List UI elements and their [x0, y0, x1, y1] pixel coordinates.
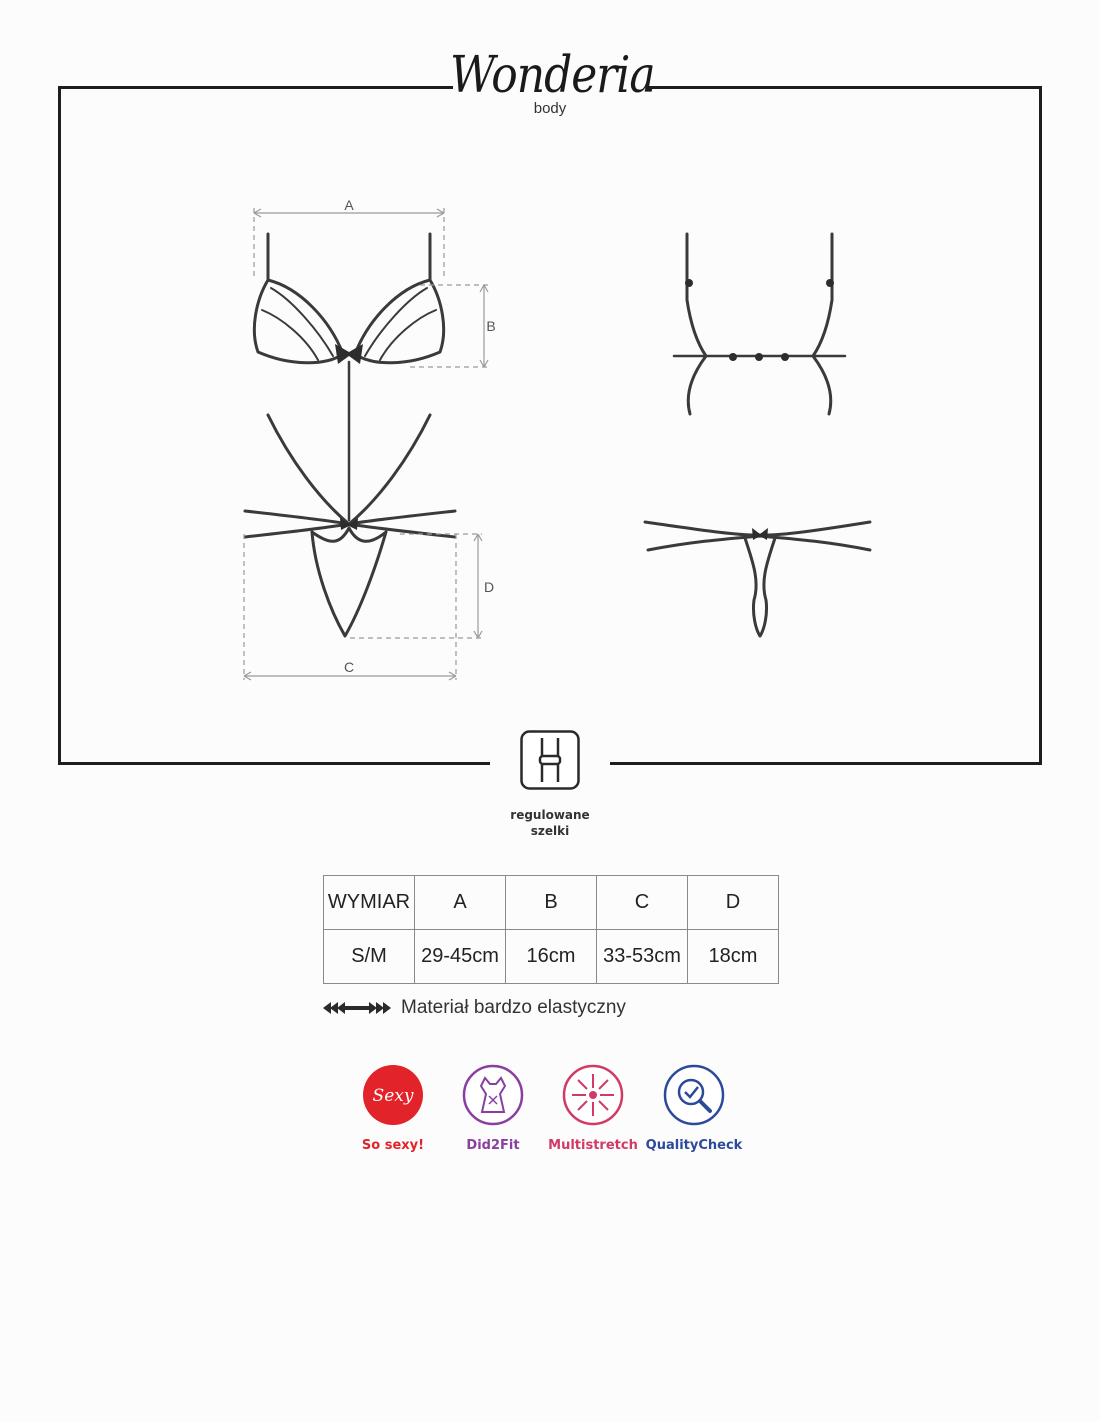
- badge-label: Multistretch: [548, 1138, 638, 1153]
- dimension-label-a: A: [344, 197, 354, 213]
- product-diagram: [0, 0, 1100, 700]
- sexy-icon: [362, 1064, 424, 1126]
- dimension-label-c: C: [343, 659, 355, 675]
- svg-text:Sexy: Sexy: [372, 1086, 414, 1106]
- badge-label: QualityCheck: [645, 1138, 743, 1153]
- stretch-note-text: Materiał bardzo elastyczny: [401, 997, 626, 1018]
- thong-bow-icon: [752, 528, 768, 540]
- badge-multistretch: [543, 1064, 643, 1153]
- frame-bottom-left: [58, 762, 490, 765]
- adjustable-strap-icon: [520, 730, 580, 790]
- table-header-cell: D: [688, 876, 779, 930]
- feature-line-1: regulowane: [510, 808, 590, 822]
- quality-check-icon: [663, 1064, 725, 1126]
- badge-label: Did2Fit: [466, 1138, 520, 1153]
- feature-line-2: szelki: [530, 824, 570, 838]
- table-cell: 29-45cm: [415, 930, 506, 984]
- table-row: [324, 930, 779, 984]
- brand-name: Wonderia: [450, 46, 655, 105]
- badge-did2fit: [443, 1064, 543, 1153]
- table-cell: 33-53cm: [597, 930, 688, 984]
- table-cell: S/M: [324, 930, 415, 984]
- frame-bottom-right: [610, 762, 1042, 765]
- stretch-note: [323, 996, 626, 1020]
- badge-qualitycheck: [644, 1064, 744, 1153]
- dimension-label-b: B: [486, 318, 496, 334]
- table-header-cell: C: [597, 876, 688, 930]
- table-cell: 16cm: [506, 930, 597, 984]
- size-table: [323, 875, 779, 984]
- table-cell: 18cm: [688, 930, 779, 984]
- back-thong-drawing: [645, 522, 870, 636]
- table-header-cell: WYMIAR: [324, 876, 415, 930]
- dimension-label-d: D: [483, 579, 495, 595]
- badge-label: So sexy!: [361, 1138, 425, 1153]
- brand-subtitle: body: [533, 100, 567, 117]
- back-bra-drawing: [674, 234, 845, 414]
- table-header-cell: B: [506, 876, 597, 930]
- table-header-cell: A: [415, 876, 506, 930]
- feature-adjustable-straps: [490, 730, 610, 839]
- stretch-arrows-icon: [323, 1000, 391, 1016]
- dress-fit-icon: [462, 1064, 524, 1126]
- front-bra-drawing: [254, 234, 443, 520]
- badge-so-sexy: [343, 1064, 443, 1153]
- table-header-row: [324, 876, 779, 930]
- multistretch-icon: [562, 1064, 624, 1126]
